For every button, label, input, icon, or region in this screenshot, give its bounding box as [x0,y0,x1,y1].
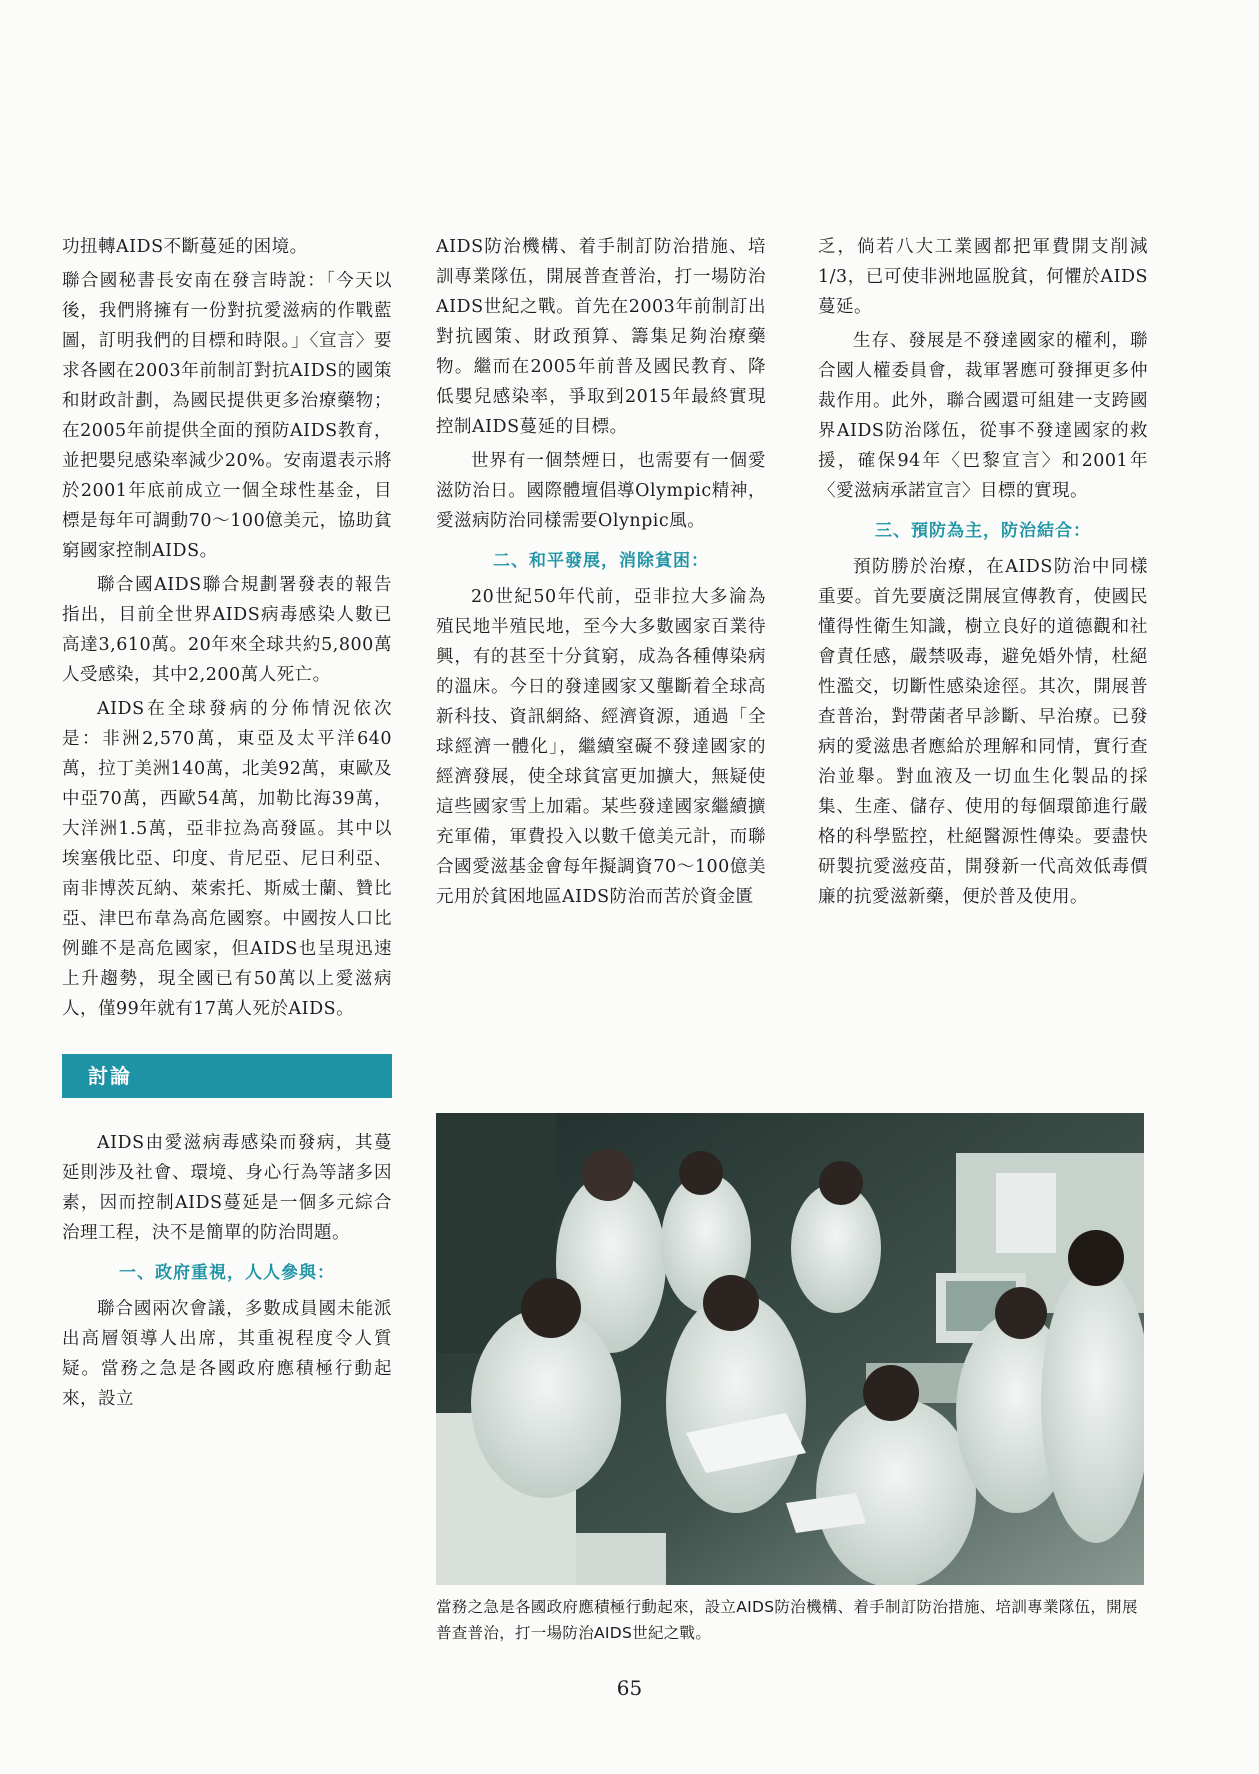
photo-caption: 當務之急是各國政府應積極行動起來，設立AIDS防治機構、着手制訂防治措施、培訓專業隊伍，開展普查普治，打一場防治AIDS世紀之戰。 [436,1598,1138,1642]
left-column [62,232,392,1418]
page-number: 65 [616,1676,643,1700]
paragraph: 聯合國秘書長安南在發言時說：「今天以後，我們將擁有一份對抗愛滋病的作戰藍圖，訂明我們的目標和時限。」〈宣言〉要求各國在2003年前制訂對抗AIDS的國策和財政計劃，為國民提供更多治療藥物；在2005年前提供全面的預防AIDS教育，並把嬰兒感染率減少20%。安南還表示將於2001年底前成立一個全球性基金，目標是每年可調動70～100億美元，協助貧窮國家控制AIDS。 [62,271,392,561]
paragraph: 20世紀50年代前，亞非拉大多淪為殖民地半殖民地，至今大多數國家百業待興，有的甚至十分貧窮，成為各種傳染病的溫床。今日的發達國家又壟斷着全球高新科技、資訊網絡、經濟資源，通過「全球經濟一體化」，繼續窒礙不發達國家的經濟發展，使全球貧富更加擴大，無疑使這些國家雪上加霜。某些發達國家繼續擴充軍備，軍費投入以數千億美元計，而聯合國愛滋基金會每年擬調資70～100億美元用於貧困地區AIDS防治而苦於資金匱 [436,587,766,907]
paragraph: 聯合國AIDS聯合規劃署發表的報告指出，目前全世界AIDS病毒感染人數已高達3,610萬。20年來全球共約5,800萬人受感染，其中2,200萬人死亡。 [62,575,392,685]
subheading-government: 一、政府重視，人人參與： [119,1263,335,1283]
section-heading-discussion: 討論 [62,1054,392,1098]
paragraph: AIDS在全球發病的分佈情況依次是：非洲2,570萬，東亞及太平洋640萬，拉丁美洲140萬，北美92萬，東歐及中亞70萬，西歐54萬，加勒比海39萬，大洋洲1.5萬，亞非拉為高發區。其中以埃塞俄比亞、印度、肯尼亞、尼日利亞、南非博茨瓦納、萊索托、斯威士蘭、贊比亞、津巴布韋為高危國察。中國按人口比例雖不是高危國家，但AIDS也呈現迅速上升趨勢，現全國已有50萬以上愛滋病人，僅99年就有17萬人死於AIDS。 [62,699,392,1019]
paragraph: AIDS由愛滋病毒感染而發病，其蔓延則涉及社會、環境、身心行為等諸多因素，因而控制AIDS蔓延是一個多元綜合治理工程，決不是簡單的防治問題。 [62,1133,392,1243]
middle-column [436,232,766,916]
paragraph: 世界有一個禁煙日，也需要有一個愛滋防治日。國際體壇倡導Olympic精神，愛滋病防治同樣需要Olynpic風。 [436,451,766,531]
medical-team-photo [436,1113,1144,1585]
paragraph: 乏，倘若八大工業國都把軍費開支削減1/3，已可使非洲地區脫貧，何懼於AIDS蔓延。 [818,237,1148,317]
paragraph: 生存、發展是不發達國家的權利，聯合國人權委員會，裁軍署應可發揮更多仲裁作用。此外，聯合國還可組建一支跨國界AIDS防治隊伍，從事不發達國家的救援，確保94年〈巴黎宣言〉和2001年〈愛滋病承諾宣言〉目標的實現。 [818,331,1148,501]
paragraph: AIDS防治機構、着手制訂防治措施、培訓專業隊伍，開展普查普治，打一場防治AIDS世紀之戰。首先在2003年前制訂出對抗國策、財政預算、籌集足夠治療藥物。繼而在2005年前普及國民教育、降低嬰兒感染率，爭取到2015年最終實現控制AIDS蔓延的目標。 [436,237,766,437]
paragraph: 聯合國兩次會議，多數成員國未能派出高層領導人出席，其重視程度令人質疑。當務之急是各國政府應積極行動起來，設立 [62,1299,392,1409]
subheading-prevention: 三、預防為主，防治結合： [875,521,1091,541]
subheading-peace-development: 二、和平發展，消除貧困： [493,551,709,571]
paragraph: 預防勝於治療，在AIDS防治中同樣重要。首先要廣泛開展宣傳教育，使國民懂得性衛生知識，樹立良好的道德觀和社會責任感，嚴禁吸毒，避免婚外情，杜絕性濫交，切斷性感染途徑。其次，開展普查普治，對帶菌者早診斷、早治療。已發病的愛滋患者應給於理解和同情，實行查治並舉。對血液及一切血生化製品的採集、生產、儲存、使用的每個環節進行嚴格的科學監控，杜絕醫源性傳染。要盡快研製抗愛滋疫苗，開發新一代高效低毒價廉的抗愛滋新藥，便於普及使用。 [818,557,1148,907]
right-column [818,232,1148,916]
paragraph: 功扭轉AIDS不斷蔓延的困境。 [62,237,308,257]
